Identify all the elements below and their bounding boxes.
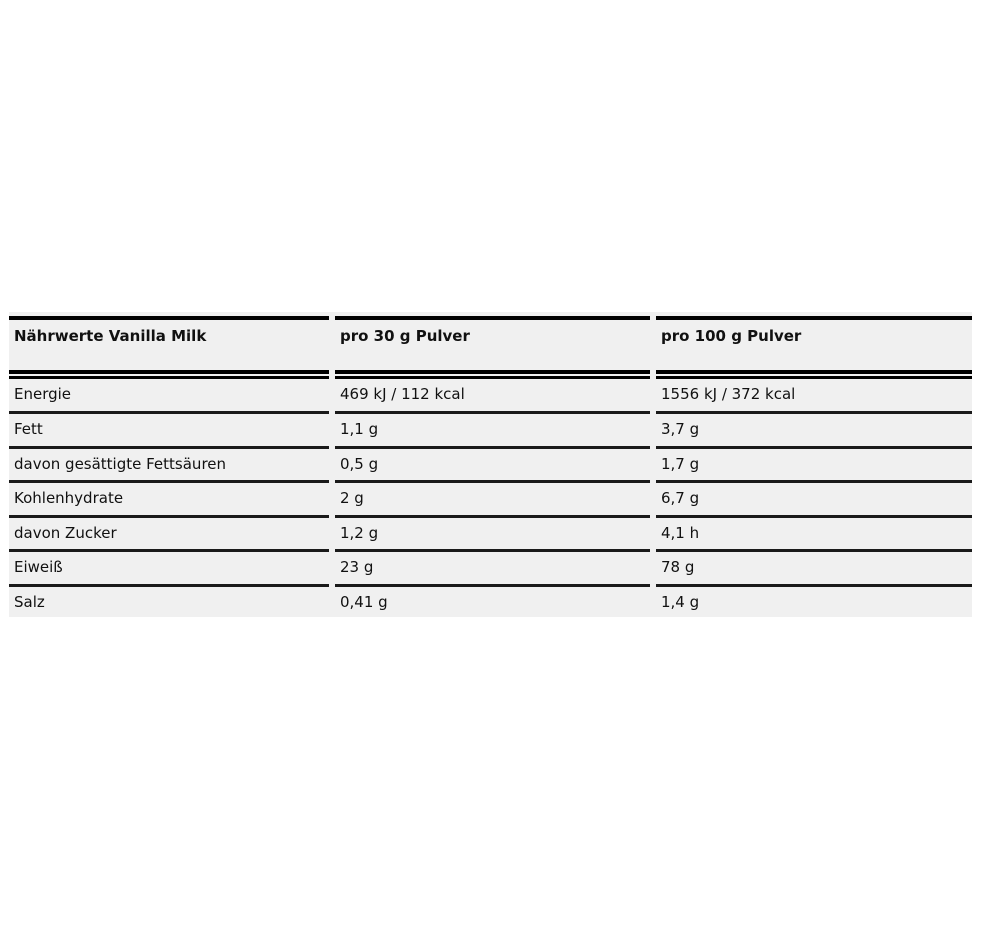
value-per-30g: 469 kJ / 112 kcal [335,379,650,414]
table-header-row [9,316,972,370]
value-per-30g: 2 g [335,483,650,518]
table-row [9,552,972,587]
nutrient-name: davon gesättigte Fettsäuren [9,449,329,484]
nutrient-name: Fett [9,414,329,449]
value-per-100g: 1,7 g [656,449,972,484]
nutrient-name: Kohlenhydrate [9,483,329,518]
nutrient-name: Salz [14,592,45,611]
value-per-100g: 1,4 g [661,592,700,611]
nutrition-table [9,312,972,617]
header-cell-per-30g: pro 30 g Pulver [335,316,650,370]
value-per-30g: 0,41 g [340,592,388,611]
header-cell-nutrient: Nährwerte Vanilla Milk [9,316,329,370]
table-row [9,414,972,449]
table-row [9,379,972,414]
value-per-30g: 1,2 g [335,518,650,553]
separator-rule [656,370,972,379]
separator-rule [335,370,650,379]
value-per-100g: 1556 kJ / 372 kcal [656,379,972,414]
table-row [9,587,972,615]
table-row [9,518,972,553]
header-separator [9,370,972,379]
value-per-100g: 4,1 h [656,518,972,553]
header-cell-per-100g: pro 100 g Pulver [656,316,972,370]
value-per-30g: 1,1 g [335,414,650,449]
table-row [9,449,972,484]
value-per-100g: 6,7 g [656,483,972,518]
value-per-30g: 0,5 g [335,449,650,484]
separator-rule [9,370,329,379]
nutrient-name: Energie [9,379,329,414]
value-per-100g: 3,7 g [656,414,972,449]
value-per-100g: 78 g [656,552,972,587]
nutrient-name: Eiweiß [9,552,329,587]
table-row [9,483,972,518]
nutrient-name: davon Zucker [9,518,329,553]
value-per-30g: 23 g [335,552,650,587]
